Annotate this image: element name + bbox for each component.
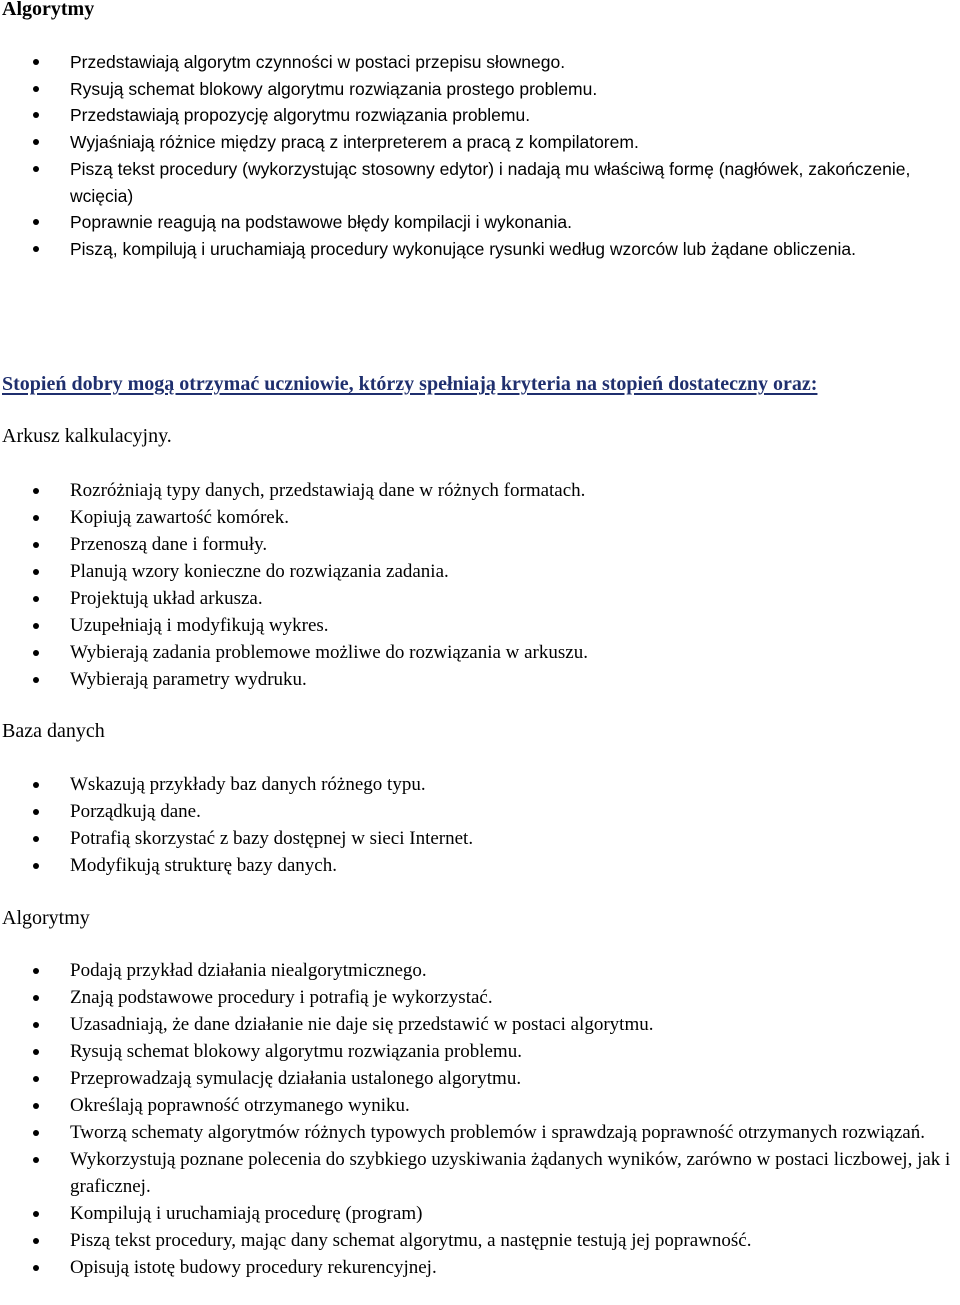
- list-item: Uzupełniają i modyfikują wykres.: [0, 612, 955, 639]
- list-item: Uzasadniają, że dane działanie nie daje się przedstawić w postaci algorytmu.: [0, 1011, 955, 1038]
- list-algorytmy-1: [0, 49, 955, 263]
- bullet-icon: [33, 569, 39, 575]
- list-item: Planują wzory konieczne do rozwiązania zadania.: [0, 558, 955, 585]
- list-item: Wykorzystują poznane polecenia do szybkiego uzyskiwania żądanych wyników, zarówno w postaci liczbowej, jak i graficznej.: [0, 1146, 955, 1200]
- list-item: Tworzą schematy algorytmów różnych typowych problemów i sprawdzają poprawność otrzymanych rozwiązań.: [0, 1119, 955, 1146]
- bullet-icon: [33, 1130, 39, 1136]
- list-item: Przedstawiają propozycję algorytmu rozwiązania problemu.: [0, 102, 955, 129]
- bullet-icon: [33, 488, 39, 494]
- list-item: Piszą, kompilują i uruchamiają procedury wykonujące rysunki według wzorców lub żądane obliczenia.: [0, 236, 955, 263]
- section-heading-arkusz: Arkusz kalkulacyjny.: [2, 425, 172, 447]
- bullet-icon: [33, 112, 39, 118]
- list-item: Piszą tekst procedury (wykorzystując stosowny edytor) i nadają mu właściwą formę (nagłówek, zakończenie, wcięcia): [0, 156, 955, 209]
- bullet-icon: [33, 86, 39, 92]
- list-item: Przenoszą dane i formuły.: [0, 531, 955, 558]
- list-item: Rysują schemat blokowy algorytmu rozwiązania problemu.: [0, 1038, 955, 1065]
- bullet-icon: [33, 515, 39, 521]
- bullet-icon: [33, 995, 39, 1001]
- list-baza-danych: [0, 771, 955, 879]
- section-heading-baza-danych: Baza danych: [2, 720, 105, 742]
- list-item: Wybierają zadania problemowe możliwe do rozwiązania w arkuszu.: [0, 639, 955, 666]
- section-heading-algorytmy-1: Algorytmy: [2, 0, 95, 20]
- list-item: Wyjaśniają różnice między pracą z interpreterem a pracą z kompilatorem.: [0, 129, 955, 156]
- bullet-icon: [33, 1211, 39, 1217]
- bullet-icon: [33, 1022, 39, 1028]
- list-item: Określają poprawność otrzymanego wyniku.: [0, 1092, 955, 1119]
- section-heading-algorytmy-2: Algorytmy: [2, 907, 90, 929]
- bullet-icon: [33, 59, 39, 65]
- list-item: Modyfikują strukturę bazy danych.: [0, 852, 955, 879]
- bullet-icon: [33, 542, 39, 548]
- list-item: Wskazują przykłady baz danych różnego typu.: [0, 771, 955, 798]
- list-item: Poprawnie reagują na podstawowe błędy kompilacji i wykonania.: [0, 209, 955, 236]
- bullet-icon: [33, 219, 39, 225]
- list-item: Piszą tekst procedury, mając dany schemat algorytmu, a następnie testują jej poprawność.: [0, 1227, 955, 1254]
- list-item: Rozróżniają typy danych, przedstawiają dane w różnych formatach.: [0, 477, 955, 504]
- bullet-icon: [33, 836, 39, 842]
- list-item: Porządkują dane.: [0, 798, 955, 825]
- bullet-icon: [33, 650, 39, 656]
- list-item: Opisują istotę budowy procedury rekurencyjnej.: [0, 1254, 955, 1281]
- bullet-icon: [33, 809, 39, 815]
- list-algorytmy-2: [0, 957, 955, 1281]
- bullet-icon: [33, 1238, 39, 1244]
- bullet-icon: [33, 677, 39, 683]
- bullet-icon: [33, 1103, 39, 1109]
- list-item: Przedstawiają algorytm czynności w postaci przepisu słownego.: [0, 49, 955, 76]
- list-item: Znają podstawowe procedury i potrafią je wykorzystać.: [0, 984, 955, 1011]
- bullet-icon: [33, 863, 39, 869]
- bullet-icon: [33, 166, 39, 172]
- bullet-icon: [33, 1049, 39, 1055]
- list-item: Podają przykład działania niealgorytmicznego.: [0, 957, 955, 984]
- criteria-statement: Stopień dobry mogą otrzymać uczniowie, którzy spełniają kryteria na stopień dostateczny oraz:: [2, 373, 818, 395]
- list-item: Projektują układ arkusza.: [0, 585, 955, 612]
- bullet-icon: [33, 139, 39, 145]
- bullet-icon: [33, 246, 39, 252]
- bullet-icon: [33, 596, 39, 602]
- bullet-icon: [33, 1265, 39, 1271]
- bullet-icon: [33, 1076, 39, 1082]
- list-item: Przeprowadzają symulację działania ustalonego algorytmu.: [0, 1065, 955, 1092]
- bullet-icon: [33, 782, 39, 788]
- bullet-icon: [33, 623, 39, 629]
- list-item: Wybierają parametry wydruku.: [0, 666, 955, 693]
- bullet-icon: [33, 968, 39, 974]
- list-arkusz: [0, 477, 955, 693]
- list-item: Rysują schemat blokowy algorytmu rozwiązania prostego problemu.: [0, 76, 955, 103]
- list-item: Kompilują i uruchamiają procedurę (program): [0, 1200, 955, 1227]
- list-item: Potrafią skorzystać z bazy dostępnej w sieci Internet.: [0, 825, 955, 852]
- list-item: Kopiują zawartość komórek.: [0, 504, 955, 531]
- bullet-icon: [33, 1157, 39, 1163]
